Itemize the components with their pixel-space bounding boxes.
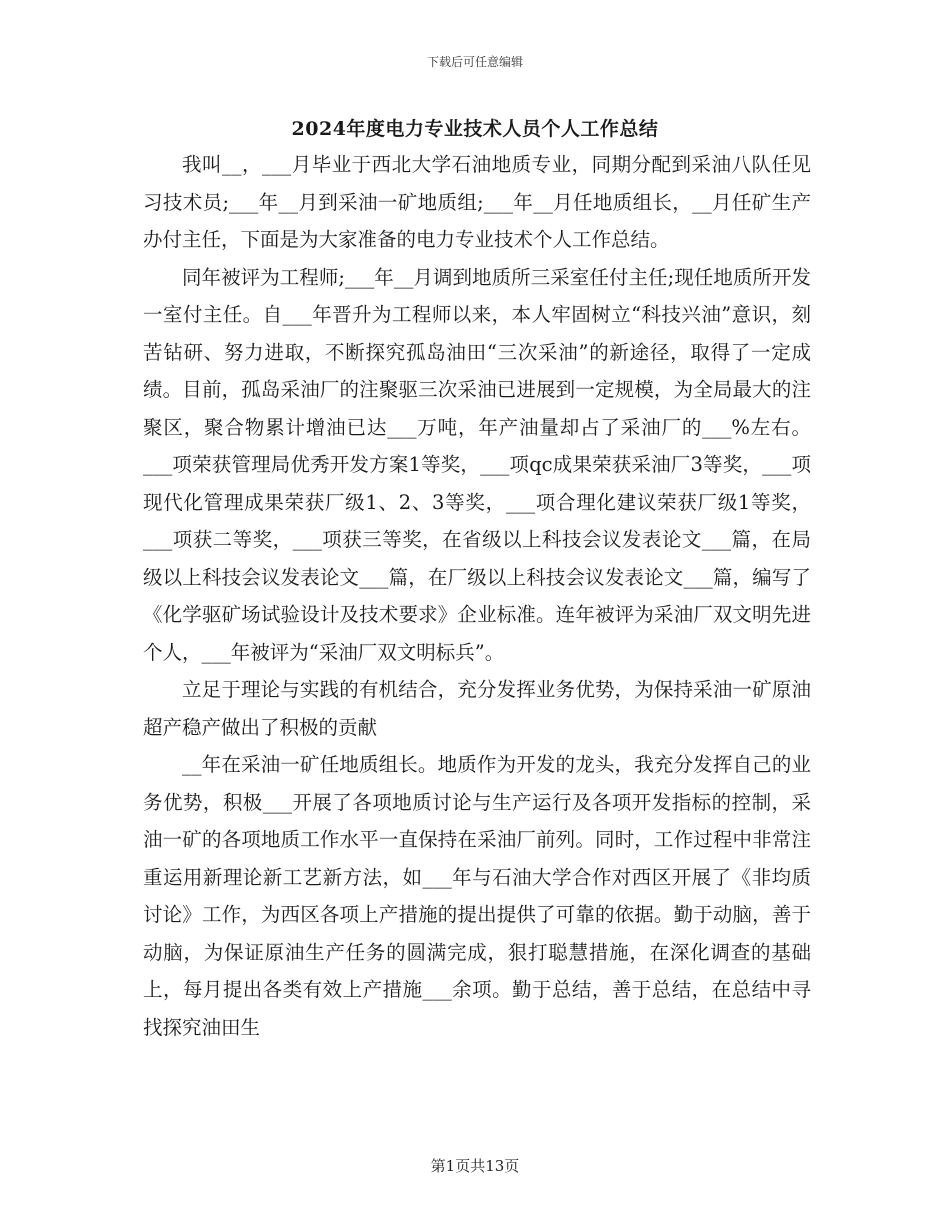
paragraph-3: 立足于理论与实践的有机结合，充分发挥业务优势，为保持采油一矿原油超产稳产做出了积极的贡献 <box>143 678 811 739</box>
document-title: 2024年度电力专业技术人员个人工作总结 <box>291 118 659 140</box>
page-number-footer: 第1页共13页 <box>430 1157 520 1175</box>
header-note: 下载后可任意编辑 <box>426 55 523 69</box>
paragraph-2: 同年被评为工程师;___年__月调到地质所三采室任付主任;现任地质所开发一室付主任。自___年晋升为工程师以来，本人牢固树立“科技兴油”意识，刻苦钻研、努力进取，不断探究孤岛油田“三次采油”的新途径，取得了一定成绩。目前，孤岛采油厂的注聚驱三次采油已进展到一定规模，为全局最大的注聚区，聚合物累计增油已达___万吨，年产油量却占了采油厂的___%左右。___项荣获管理局优秀开发方案1等奖，___项qc成果荣获采油厂3等奖，___项现代化管理成果荣获厂级1、2、3等奖，___项合理化建议荣获厂级1等奖，___项获二等奖，___项获三等奖，在省级以上科技会议发表论文___篇，在局级以上科技会议发表论文___篇，在厂级以上科技会议发表论文___篇，编写了《化学驱矿场试验设计及技术要求》企业标准。连年被评为采油厂双文明先进个人，___年被评为“采油厂双文明标兵”。 <box>143 265 811 664</box>
paragraph-4: __年在采油一矿任地质组长。地质作为开发的龙头，我充分发挥自己的业务优势，积极___开展了各项地质讨论与生产运行及各项开发指标的控制，采油一矿的各项地质工作水平一直保持在采油厂前列。同时，工作过程中非常注重运用新理论新工艺新方法，如___年与石油大学合作对西区开展了《非均质讨论》工作，为西区各项上产措施的提出提供了可靠的依据。勤于动脑，善于动脑，为保证原油生产任务的圆满完成，狠打聪慧措施，在深化调查的基础上，每月提出各类有效上产措施___余项。勤于总结，善于总结，在总结中寻找探究油田生 <box>143 753 811 1039</box>
document-body <box>143 146 811 1046</box>
paragraph-1: 我叫__，___月毕业于西北大学石油地质专业，同期分配到采油八队任见习技术员;___年__月到采油一矿地质组;___年__月任地质组长，__月任矿生产办付主任，下面是为大家准备的电力专业技术个人工作总结。 <box>143 153 811 251</box>
